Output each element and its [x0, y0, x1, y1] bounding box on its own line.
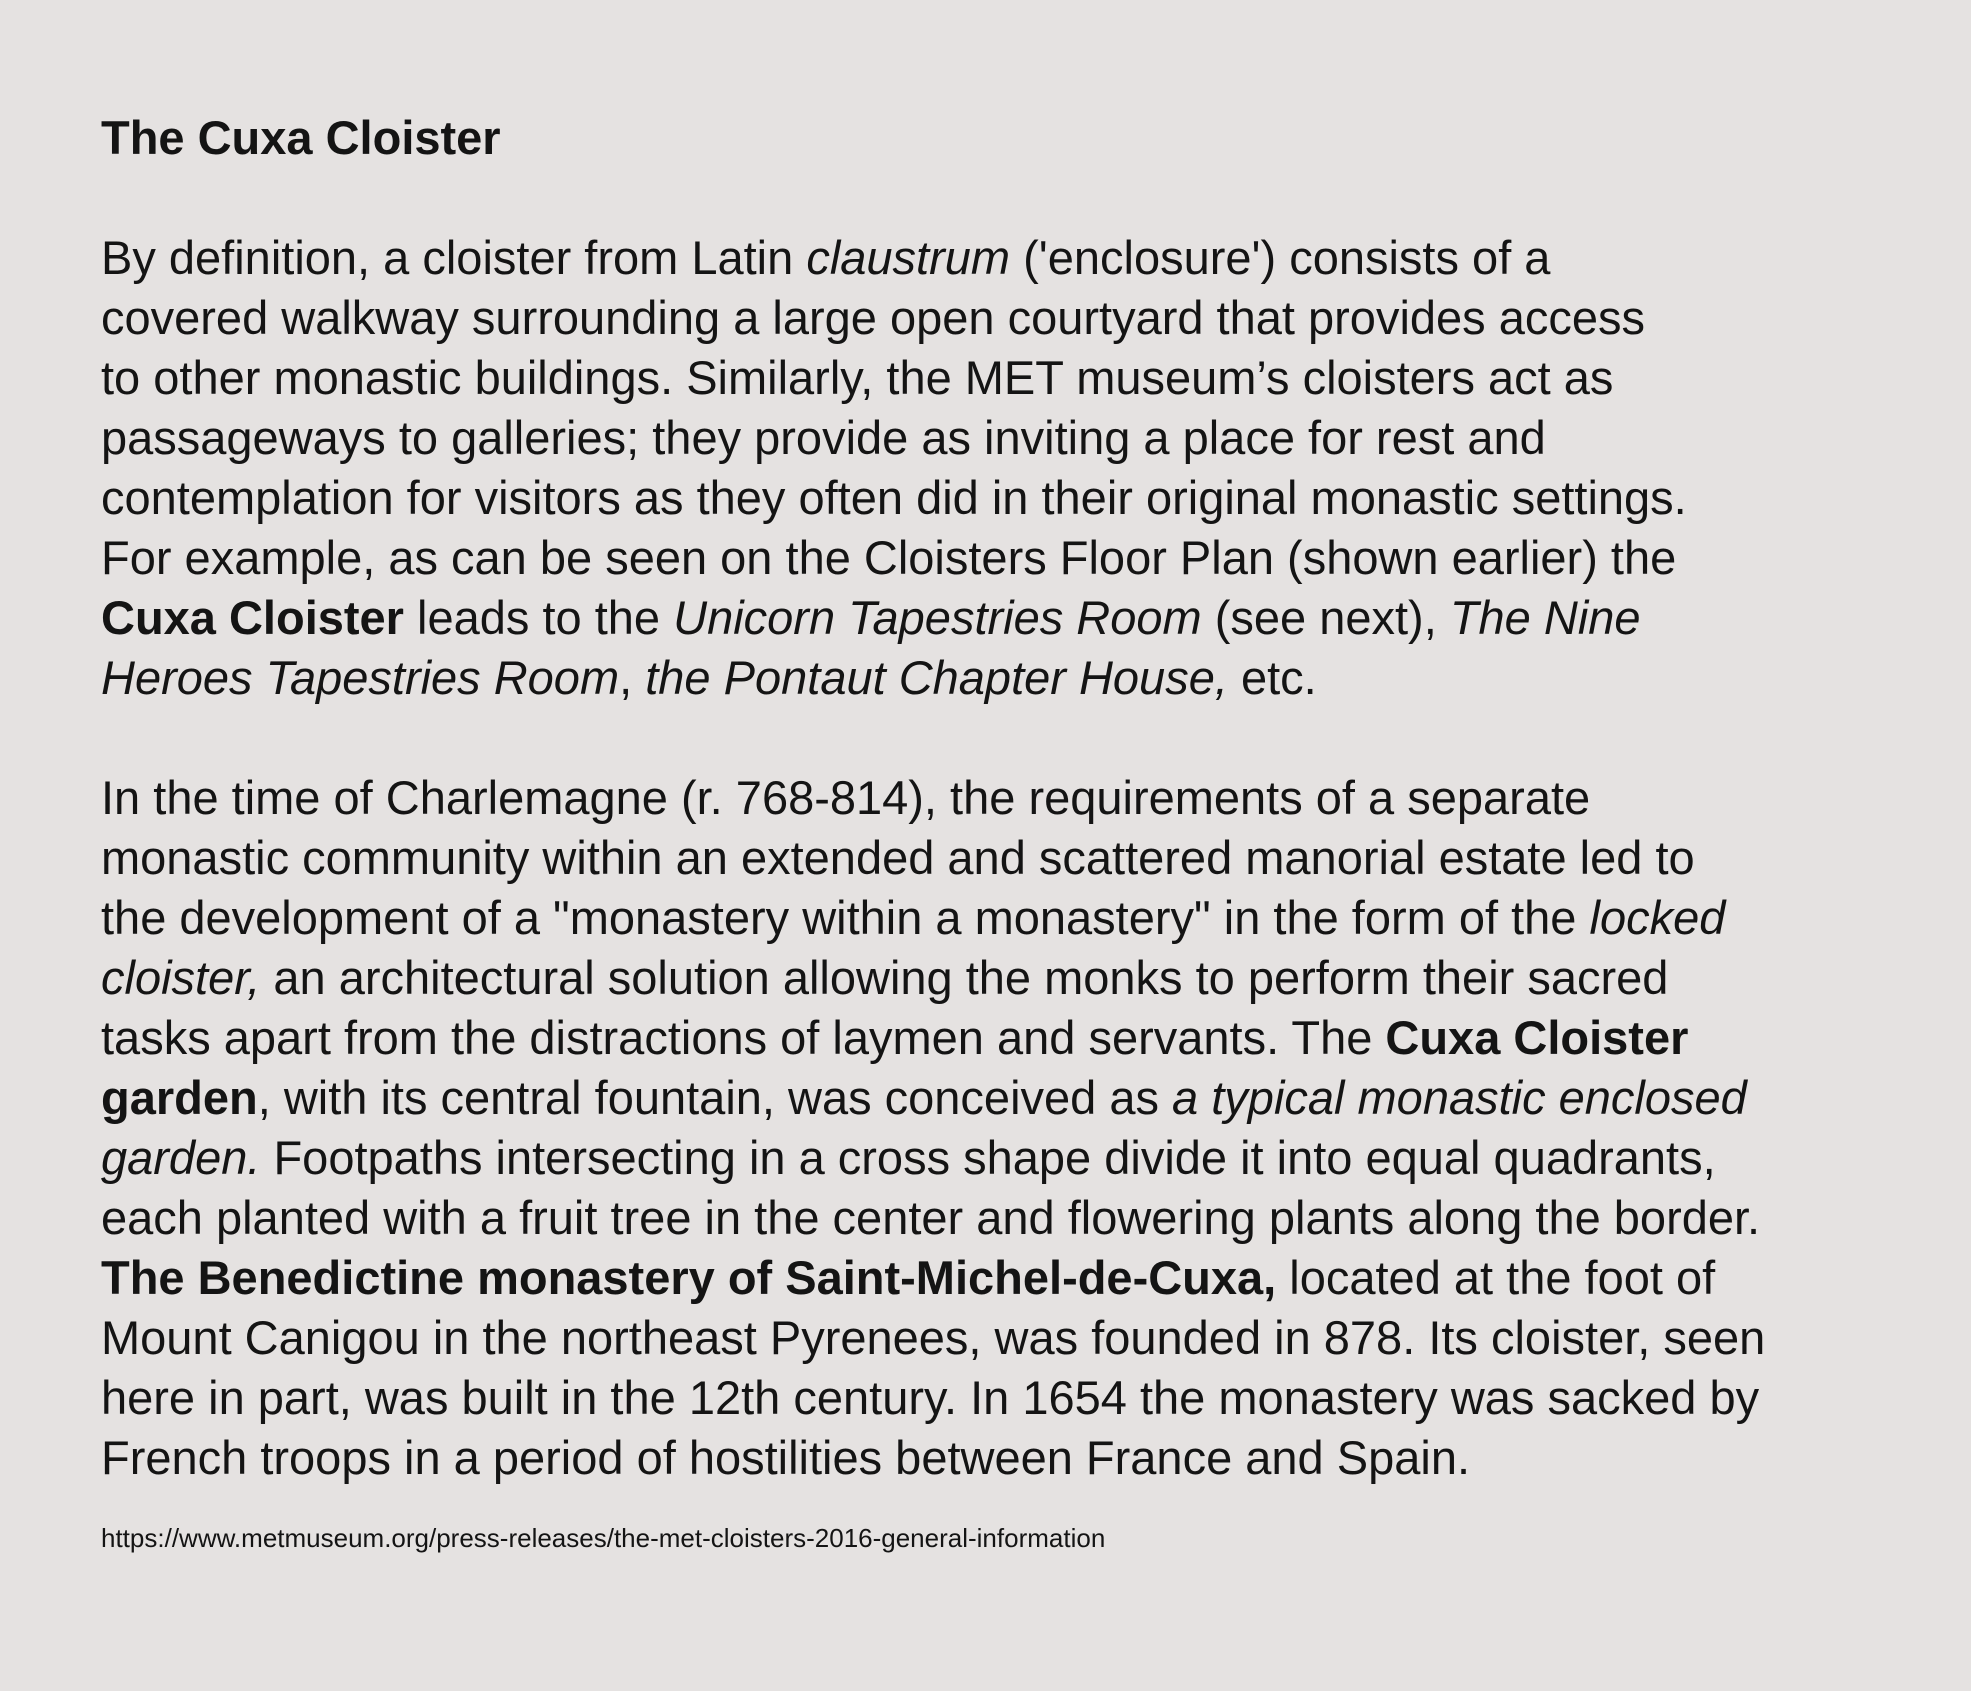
bold-text: The Benedictine monastery of Saint-Michel-de-Cuxa,: [101, 1251, 1277, 1304]
bold-text: garden: [101, 1071, 258, 1124]
page-title: The Cuxa Cloister: [101, 111, 501, 164]
text-line: [101, 1428, 1765, 1488]
text-run: Footpaths intersecting in a cross shape divide it into equal quadrants,: [260, 1131, 1716, 1184]
italic-text: Unicorn Tapestries Room: [673, 591, 1202, 644]
text-run: passageways to galleries; they provide as inviting a place for rest and: [101, 411, 1546, 464]
italic-text: cloister,: [101, 951, 261, 1004]
text-run: monastic community within an extended and scattered manorial estate led to: [101, 831, 1695, 884]
text-run: to other monastic buildings. Similarly, the MET museum’s cloisters act as: [101, 351, 1614, 404]
text-run: contemplation for visitors as they often did in their original monastic settings.: [101, 471, 1687, 524]
paragraph-history: [101, 768, 1765, 1488]
bold-text: Cuxa Cloister: [101, 591, 404, 644]
text-line: [101, 1368, 1765, 1428]
text-run: each planted with a fruit tree in the center and flowering plants along the border.: [101, 1191, 1761, 1244]
text-line: [101, 228, 1687, 288]
text-line: [101, 1248, 1765, 1308]
text-run: located at the foot of: [1276, 1251, 1716, 1304]
text-line: [101, 528, 1687, 588]
text-run: ,: [619, 651, 646, 704]
italic-text: garden.: [101, 1131, 261, 1184]
bold-text: Cuxa Cloister: [1385, 1011, 1689, 1064]
text-line: [101, 948, 1765, 1008]
text-run: covered walkway surrounding a large open courtyard that provides access: [101, 291, 1646, 344]
text-line: [101, 288, 1687, 348]
text-line: [101, 348, 1687, 408]
text-run: In the time of Charlemagne (r. 768-814), the requirements of a separate: [101, 771, 1591, 824]
text-run: By definition, a cloister from Latin: [101, 231, 807, 284]
text-line: [101, 468, 1687, 528]
italic-text: locked: [1589, 891, 1726, 944]
text-line: [101, 408, 1687, 468]
italic-text: Heroes Tapestries Room: [101, 651, 620, 704]
text-line: [101, 1008, 1765, 1068]
source-url: https://www.metmuseum.org/press-releases/the-met-cloisters-2016-general-information: [101, 1523, 1106, 1553]
text-run: etc.: [1227, 651, 1317, 704]
text-run: tasks apart from the distractions of laymen and servants. The: [101, 1011, 1386, 1064]
text-run: Mount Canigou in the northeast Pyrenees, was founded in 878. Its cloister, seen: [101, 1311, 1766, 1364]
text-line: [101, 1188, 1765, 1248]
text-run: , with its central fountain, was conceived as: [257, 1071, 1173, 1124]
text-line: [101, 588, 1687, 648]
text-run: here in part, was built in the 12th century. In 1654 the monastery was sacked by: [101, 1371, 1760, 1424]
text-run: ('enclosure') consists of a: [1010, 231, 1551, 284]
text-run: an architectural solution allowing the monks to perform their sacred: [260, 951, 1669, 1004]
text-line: [101, 768, 1765, 828]
text-line: [101, 648, 1687, 708]
text-run: French troops in a period of hostilities between France and Spain.: [101, 1431, 1471, 1484]
text-line: [101, 1068, 1765, 1128]
text-run: (see next),: [1201, 591, 1450, 644]
text-run: the development of a "monastery within a monastery" in the form of the: [101, 891, 1590, 944]
text-line: [101, 828, 1765, 888]
italic-text: claustrum: [806, 231, 1011, 284]
text-line: [101, 1128, 1765, 1188]
text-line: [101, 888, 1765, 948]
paragraph-definition: [101, 228, 1687, 708]
text-run: leads to the: [403, 591, 674, 644]
italic-text: a typical monastic enclosed: [1172, 1071, 1747, 1124]
text-line: [101, 1308, 1765, 1368]
text-run: For example, as can be seen on the Cloisters Floor Plan (shown earlier) the: [101, 531, 1677, 584]
italic-text: the Pontaut Chapter House,: [645, 651, 1228, 704]
italic-text: The Nine: [1449, 591, 1641, 644]
